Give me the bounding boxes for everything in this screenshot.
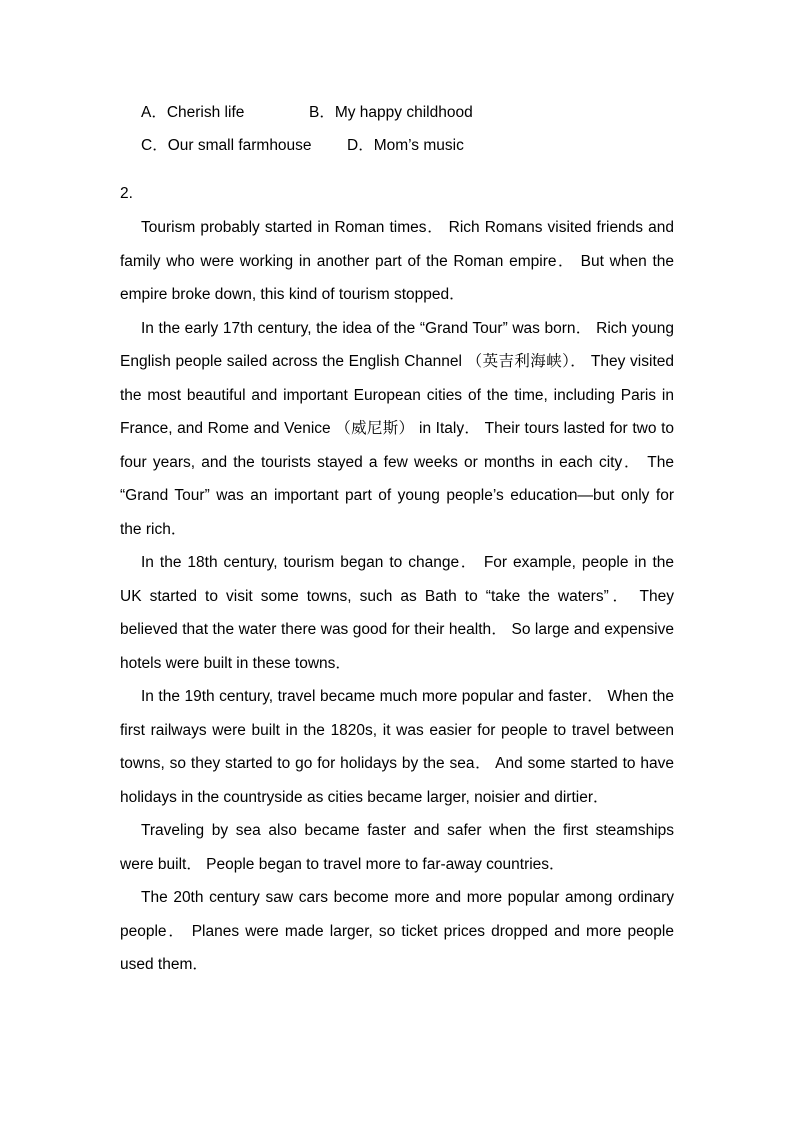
passage-paragraph: In the 18th century, tourism began to change． For example, people in the UK started to visit some towns, such as Bath to “take the waters”． They believed that the water there was good for their health． So large and expensive hotels were built in these towns．: [120, 554, 674, 672]
passage-paragraph: Tourism probably started in Roman times． Rich Romans visited friends and family who were working in another part of the Roman empire． But when the empire broke down, this kind of tourism stopped．: [120, 219, 674, 303]
passage-paragraph: The 20th century saw cars become more and more popular among ordinary people． Planes were made larger, so ticket prices dropped and more people used them．: [120, 889, 674, 973]
option-b: B．My happy childhood: [309, 104, 473, 121]
passage-paragraph: Traveling by sea also became faster and safer when the first steamships were built． People began to travel more to far-away countries．: [120, 822, 674, 873]
answer-options: [141, 96, 473, 162]
options-row-1: [141, 96, 473, 129]
options-row-2: [141, 129, 473, 162]
passage-paragraph: In the 19th century, travel became much more popular and faster． When the first railways were built in the 1820s, it was easier for people to travel between towns, so they started to go for holidays by the sea． And some started to have holidays in the countryside as cities became larger, noisier and dirtier．: [120, 688, 674, 806]
question-number: 2.: [120, 185, 133, 202]
option-a: A．Cherish life: [141, 104, 245, 121]
option-d: D．Mom’s music: [347, 137, 464, 154]
reading-passage: [120, 211, 674, 982]
passage-paragraph: In the early 17th century, the idea of the “Grand Tour” was born． Rich young English people sailed across the English Channel （英吉利海峡）． They visited the most beautiful and important European cities of the time, including Paris in France, and Rome and Venice （威尼斯） in Italy． Their tours lasted for two to four years, and the tourists stayed a few weeks or months in each city． The “Grand Tour” was an important part of young people’s education—but only for the rich．: [120, 319, 674, 538]
option-c: C．Our small farmhouse: [141, 137, 312, 154]
